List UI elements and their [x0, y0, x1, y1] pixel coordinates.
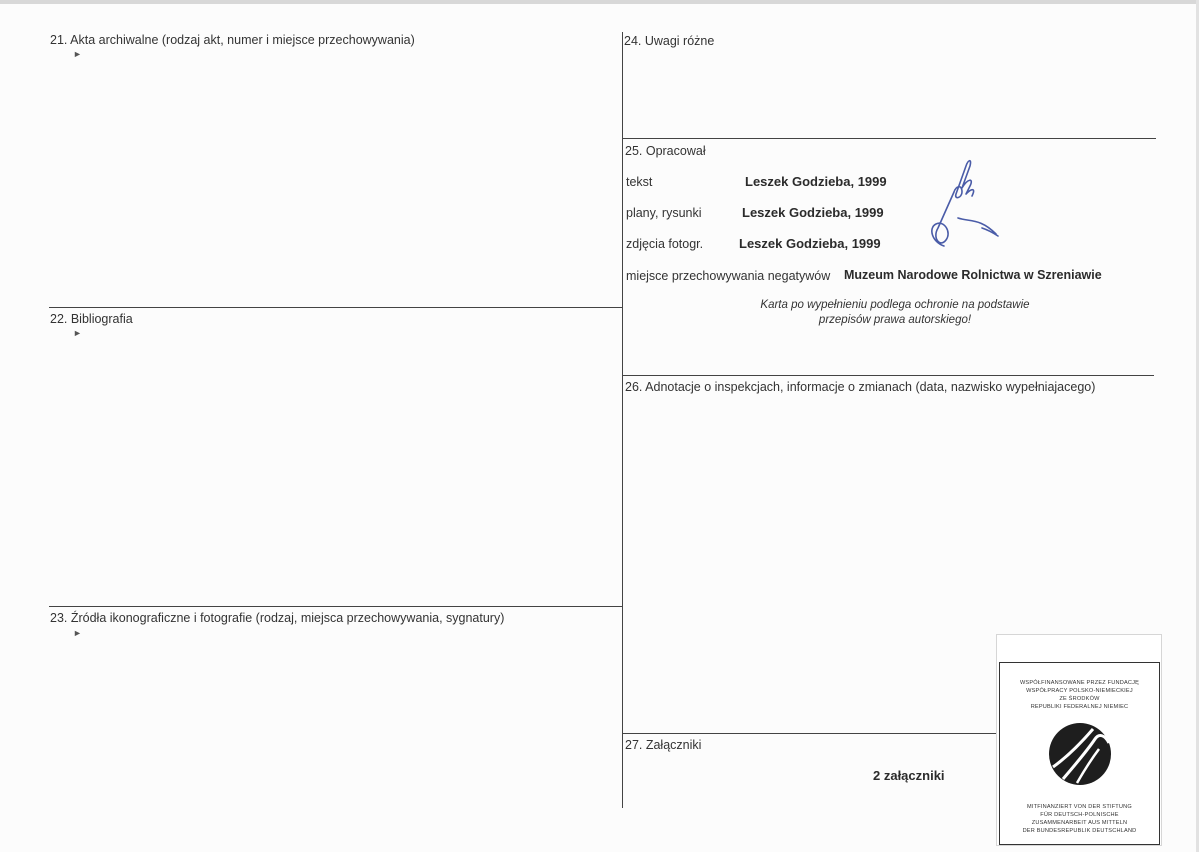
stamp-bottom-line-1: MITFINANZIERT VON DER STIFTUNG: [1027, 804, 1132, 810]
row-plany-value: Leszek Godzieba, 1999: [742, 205, 884, 220]
section-24-label: 24. Uwagi różne: [624, 34, 715, 48]
section-27-value: 2 załączniki: [873, 768, 945, 783]
stamp-bottom-line-2: FÜR DEUTSCH-POLNISCHE: [1040, 812, 1119, 818]
row-negatywy-value: Muzeum Narodowe Rolnictwa w Szreniawie: [844, 268, 1102, 282]
row-tekst-label: tekst: [626, 175, 653, 189]
stamp-bottom-line-4: DER BUNDESREPUBLIK DEUTSCHLAND: [1022, 828, 1137, 834]
foundation-logo-icon: [1047, 721, 1113, 787]
divider-21-22: [49, 307, 622, 308]
foundation-stamp: [996, 634, 1162, 846]
column-divider: [622, 32, 623, 808]
section-27-label: 27. Załączniki: [625, 738, 702, 752]
divider-26-27: [622, 733, 998, 734]
stamp-text-top: [1000, 679, 1159, 711]
section-23-label: 23. Źródła ikonograficzne i fotografie (rodzaj, miejsca przechowywania, sygnatury): [50, 611, 505, 625]
section-21-label: 21. Akta archiwalne (rodzaj akt, numer i miejsce przechowywania): [50, 33, 415, 47]
stamp-text-bottom: [1000, 803, 1159, 835]
section-26-label: 26. Adnotacje o inspekcjach, informacje o zmianach (data, nazwisko wypełniajacego): [625, 380, 1096, 394]
copyright-note: [740, 298, 1050, 328]
row-tekst-value: Leszek Godzieba, 1999: [745, 174, 887, 189]
row-zdjecia-value: Leszek Godzieba, 1999: [739, 236, 881, 251]
divider-22-23: [49, 606, 623, 607]
section-25-label: 25. Opracował: [625, 144, 706, 158]
row-plany-label: plany, rysunki: [626, 206, 702, 220]
divider-25-26: [622, 375, 1154, 376]
stamp-top-line-3: ZE ŚRODKÓW: [1059, 696, 1100, 702]
stamp-bottom-line-3: ZUSAMMENARBEIT AUS MITTELN: [1031, 820, 1128, 826]
section-21-arrow-icon: ►: [73, 49, 82, 59]
row-negatywy-label: miejsce przechowywania negatywów: [626, 269, 831, 283]
stamp-top-line-4: REPUBLIKI FEDERALNEJ NIEMIEC: [1030, 704, 1129, 710]
copyright-note-line-1: Karta po wypełnieniu podlega ochronie na podstawie: [760, 299, 1030, 311]
scan-edge-top: [0, 0, 1199, 4]
stamp-frame: [999, 662, 1160, 845]
signature-image: [918, 148, 1004, 258]
copyright-note-line-2: przepisów prawa autorskiego!: [818, 314, 972, 326]
stamp-top-line-1: WSPÓŁFINANSOWANE PRZEZ FUNDACJĘ: [1019, 680, 1140, 686]
row-zdjecia-label: zdjęcia fotogr.: [626, 237, 704, 251]
section-22-arrow-icon: ►: [73, 328, 82, 338]
stamp-top-line-2: WSPÓŁPRACY POLSKO-NIEMIECKIEJ: [1026, 688, 1133, 694]
section-23-arrow-icon: ►: [73, 628, 82, 638]
section-22-label: 22. Bibliografia: [50, 312, 133, 326]
divider-24-25: [622, 138, 1156, 139]
